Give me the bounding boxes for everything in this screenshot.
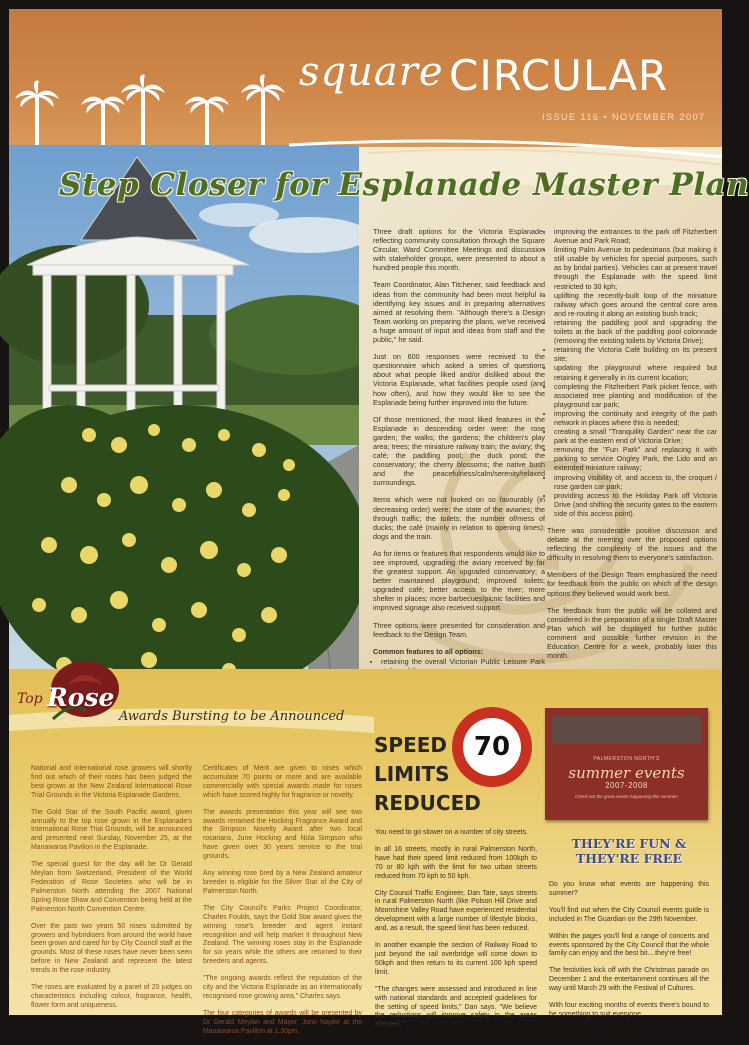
feature-paragraph: Team Coordinator, Alan Titchener, said feedback and ideas from the community had been most helpful in identifying key issues and in preparing alternatives aimed at resolving them. "Although there's a Design Team working on preparing the plans, we've received a huge amount of input and ideas from staff and the public," he said.	[373, 280, 545, 345]
feature-paragraph: There was considerable positive discussion and debate at the meeting over the proposed options reflecting the complexity of the issues and the difficulty in resolving them to everyone's satisfaction.	[547, 526, 717, 563]
rose-paragraph: The City Council's Parks Project Coordinator, Charles Foulds, says the Gold Star award gives the winning rose's breeder and agent instant recognition and will help market it throughout New Zealand. The winning roses stay in the Esplanade for six years while the others are returned to their breeders and agents.	[203, 904, 362, 966]
list-item: • providing access to the Holiday Park off Victoria Drive (and shifting the security gates to the eastern side of this access point).	[554, 491, 717, 518]
speed-paragraph: "The changes were assessed and introduced in line with national standards and accepted guidelines for the setting of speed limits," Dan says. "We believe the reductions will improve safety in the areas affected."	[375, 985, 537, 1029]
feature-paragraph: Members of the Design Team emphasized the need for feedback from the public on which of the design options they believed would work best.	[547, 570, 717, 598]
improvements-list	[547, 227, 717, 518]
events-card-title: summer events	[568, 764, 685, 782]
rose-paragraph: The four categories of awards will be presented by Dr Gerald Meylan and Mayor, Jono Naylor at the Manawaroa Pavilion at 1.30pm.	[203, 1009, 362, 1035]
gazebo-rose-garden-photo	[9, 145, 359, 705]
list-item: • updating the playground where required but retaining it generally in its current location;	[554, 363, 717, 381]
events-paragraph: The festivities kick off with the Christmas parade on December 1 and the entertainment continues all the way until March 29 with the Festival of Cultures.	[549, 967, 709, 993]
speed-column	[375, 829, 537, 1038]
feature-paragraph: Three options were presented for consideration and feedback to the Design Team.	[373, 620, 545, 639]
speed-headline-line: LIMITS	[374, 762, 450, 786]
list-item: • retaining the Victoria Café building on its present site;	[554, 345, 717, 363]
masthead-swoosh	[9, 127, 722, 167]
list-item: • improving the continuity and integrity of the path network in places where this is needed;	[554, 409, 717, 427]
list-item: • creating a small "Tranquility Garden" near the car park at the eastern end of Victoria Drive;	[554, 427, 717, 445]
feature-paragraph: Just on 600 responses were received to the questionnaire which asked a series of questions about what people liked and/or disliked about the Victoria Esplanade, what facilities people used (and how often), and how they would like to see the Esplanade being further improved into the future.	[373, 352, 545, 407]
rose-paragraph: National and international rose growers will shortly find out which of their roses has been judged the best grown at the New Zealand International Rose Trial Grounds in the Victoria Esplanade Gardens.	[31, 765, 192, 799]
rose-paragraph: "The ongoing awards reflect the reputation of the city and the Victoria Esplanade as an internationally recognised rose growing area," Charles says.	[203, 975, 362, 1000]
speed-paragraph: In all 16 streets, mostly in rural Palmerston North, have had their speed limit reduced from 100kph to 70 or 80 kph with the limit for two urban streets reduced from 70 kph to 50 kph.	[375, 845, 537, 880]
rose-paragraph: Certificates of Merit are given to roses which accumulate 70 points or more and are available commercially with special awards made for roses which have scored highly for fragrance or novelty.	[203, 765, 362, 799]
list-item: • retaining the overall Victorian Public Leisure Park	[381, 657, 545, 675]
list-item: • limiting Palm Avenue to pedestrians (but making it still usable by vehicles for special purposes, such as by bridal parties). Vehicles can at present travel through the Esplanade with the speed limit restricted to 30 kph;	[554, 245, 717, 290]
rose-column-2	[203, 765, 362, 1045]
events-column	[549, 881, 709, 1028]
rose-paragraph: Over the past two years 50 roses submitted by growers and hybridisers from around the world have been grown and cared for by City Council staff at the grounds. Most of these roses have never been seen before in New Zealand and represent the latest trends in the rose industry.	[31, 922, 192, 975]
speed-limit-sign-icon	[452, 707, 532, 787]
common-features-heading: Common features to all options:	[373, 646, 484, 656]
list-item: • removing the "Fun Park" and replacing it with parking to service Ongley Park, the Lido and an extended miniature railway;	[554, 445, 717, 472]
events-paragraph: Within the pages you'll find a range of concerts and events sponsored by the City Council that the whole family can enjoy and the best bit....they're free!	[549, 932, 709, 958]
events-paragraph: You'll find out when the City Council events guide is included in The Guardian on the 29th November.	[549, 906, 709, 923]
feature-section	[9, 145, 749, 705]
rose-paragraph: The Gold Star of the South Pacific award, given annually to the top rose grown in the Esplanade's International Rose Trial Grounds, will be announced and presented next Sunday, November 25, at the Manawaroa Pavilion in the Esplanade.	[31, 808, 192, 852]
brand-main-title: CIRCULAR	[449, 51, 669, 100]
events-card-years: 2007-2008	[605, 781, 648, 790]
feature-paragraph: Three draft options for the Victoria Esplanade, reflecting community consultation through the Square Circular, Ward Committee Meetings and discussion with stakeholder groups, were presented to about a hundred people this month.	[373, 227, 545, 273]
events-headline	[554, 836, 704, 866]
brand-script-title: square	[299, 49, 444, 95]
events-headline-line: THEY'RE FREE	[576, 851, 682, 866]
feature-paragraph: As for items or features that respondents would like to see improved, upgrading the aviary received by far the greatest support. An upgraded conservatory; a better maintained playground; improved toilets; upgraded café; better access to the river; more shelter in places; more barbecues/picnic facilities and improved signage also received support.	[373, 548, 545, 613]
rose-paragraph: The awards presentation this year will see two awards renamed the Hocking Fragrance Award and the Simpson Novelty Award after two local rosarians, June Hocking and Nola Simpson who have given over 30 years service to the trial grounds.	[203, 808, 362, 861]
list-item: • completing the Fitzherbert Park picket fence, with associated tree planting and modification of the playground car park;	[554, 382, 717, 409]
people-photo-strip	[552, 716, 701, 744]
speed-limit-value: 70	[463, 718, 521, 776]
list-item: • retaining the paddling pool and upgrading the toilets at the back of the paddling pool colonnade (removing the existing toilets by Victoria Drive);	[554, 318, 717, 345]
events-card-caption: Check out the great events happening this summer!	[574, 794, 679, 799]
speed-paragraph: City Council Traffic Engineer, Dan Tate, says streets in rural Palmerston North (like Polson Hill Drive and Moonshine Valley Road have experienced residential development with a large number of lifestyle blocks, and, as a result, the speed limit has been reduced.	[375, 889, 537, 933]
rose-paragraph: The special guest for the day will be Dr Gerald Meylan from Switzerland, President of the World Federation of Rose Societies who will be in Palmerston North attending the 2007 National Spring Rose Show and Convention being held at the Palmerston North Convention Centre.	[31, 861, 192, 913]
feature-paragraph: The feedback from the public will be collated and considered in the preparation of a single Draft Master Plan which will be displayed for further public comment and possible further revision in the Education Centre for a week, probably later this month.	[547, 605, 717, 661]
feature-column-2	[547, 227, 717, 713]
speed-paragraph: You need to go slower on a number of city streets.	[375, 829, 528, 836]
summer-events-guide-cover	[545, 708, 708, 820]
list-item: • improving the entrances to the park off Fitzherbert Avenue and Park Road;	[554, 227, 717, 245]
list-item: • improving visibility of, and access to, the croquet / rose garden car park;	[554, 473, 717, 491]
rose-title: Rose	[47, 683, 115, 712]
speed-headline-line: SPEED	[374, 733, 447, 757]
issue-label: ISSUE 116 • NOVEMBER 2007	[542, 112, 706, 122]
speed-headline-line: REDUCED	[374, 791, 481, 815]
rose-column-1	[31, 765, 192, 1019]
rose-paragraph: The roses are evaluated by a panel of 20 judges on characteristics including colour, fragrance, health, flower form and uniqueness.	[31, 984, 192, 1009]
events-paragraph: With four exciting months of events there's bound to be something to suit everyone.	[549, 1002, 709, 1018]
feature-paragraph: Items which were not looked on so favourably (in decreasing order) were: the state of the aviaries; the through traffic; the toilets; the number of/mess of ducks; the café (mainly in relation to opening times); dogs and the train.	[373, 495, 545, 541]
list-item: • uplifting the recently-built loop of the miniature railway which goes around the central core area and re-routing it along an existing bush track;	[554, 291, 717, 318]
rose-subtitle: Awards Bursting to be Announced	[119, 709, 345, 724]
top-rose-label: Top	[17, 691, 43, 707]
feature-column-1	[373, 227, 545, 738]
feature-headline: Step Closer for Esplanade Master Plan	[59, 167, 749, 203]
speed-paragraph: In another example the section of Railway Road to just beyond the rail overbridge will come down to 50kph and then return to its current 100 kph speed limit.	[375, 942, 537, 976]
events-card-tag: PALMERSTON NORTH'S	[593, 756, 660, 762]
events-paragraph: Do you know what events are happening this summer?	[549, 881, 709, 897]
events-headline-line: THEY'RE FUN &	[571, 836, 687, 851]
rose-paragraph: Any winning rose bred by a New Zealand amateur breeder is eligible for the Silver Star of the City of Palmerston North.	[203, 870, 362, 895]
newsletter-page	[9, 9, 749, 1035]
feature-paragraph: Of those mentioned, the most liked features in the Esplanade in descending order were: the rose garden; the walks; the gardens; the children's play area; trees; the miniature railway train; the aviary; the café; the paddling pool; the duck pond; the conservatory; the cherry blossoms; the native bush and the peacefulness/calm/serenity/relaxed surroundings.	[373, 414, 545, 488]
